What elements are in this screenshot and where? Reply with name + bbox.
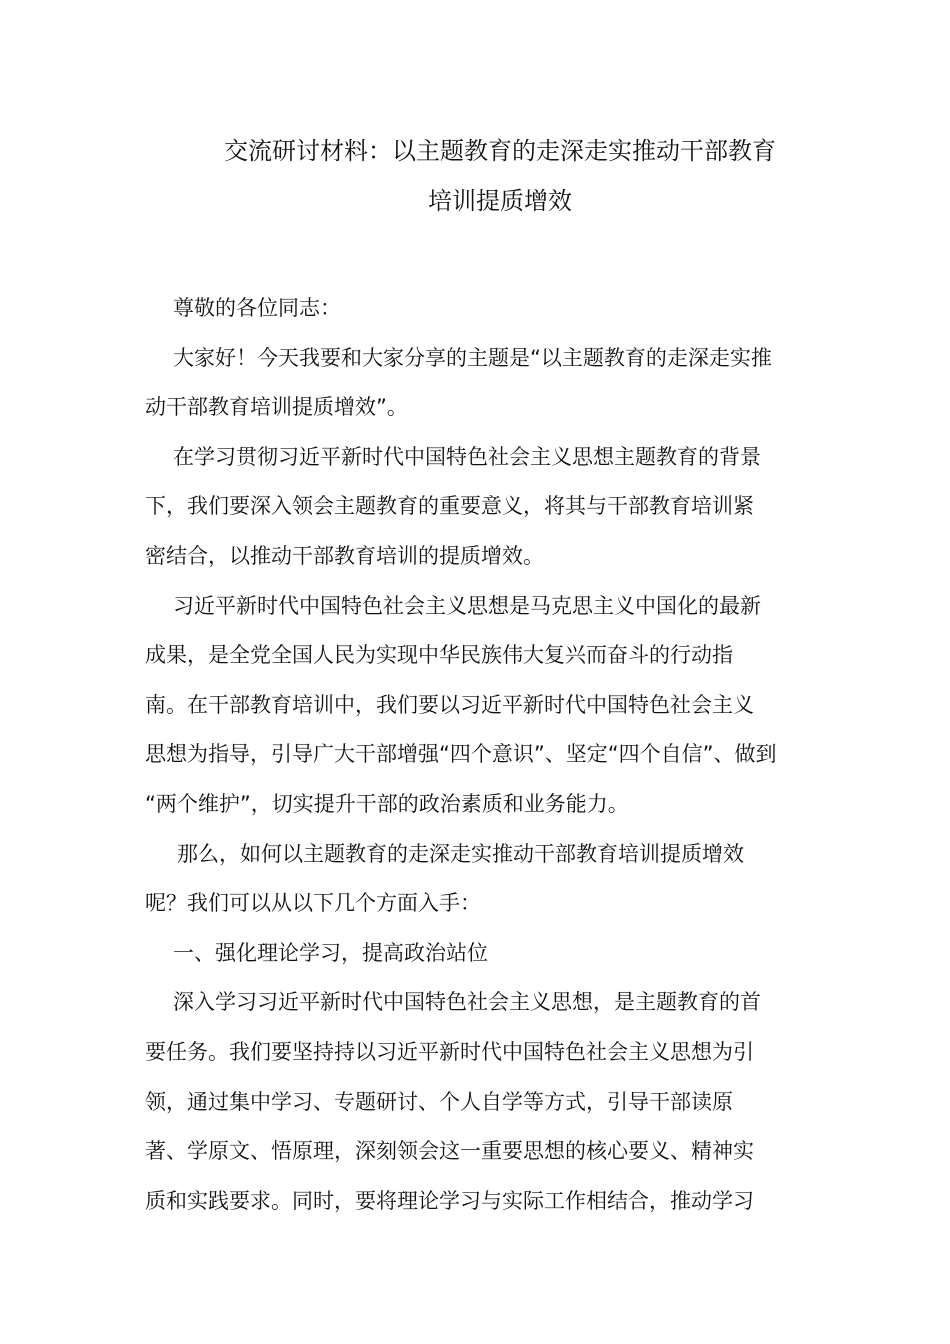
paragraph-line: 南。在干部教育培训中，我们要以习近平新时代中国特色社会主义 (145, 692, 754, 717)
paragraph-line: 习近平新时代中国特色社会主义思想是马克思主义中国化的最新 (173, 593, 761, 618)
paragraph-line: 思想为指导，引导广大干部增强“四个意识”、坚定“四个自信”、做到 (145, 742, 777, 767)
paragraph-line: 质和实践要求。同时，要将理论学习与实际工作相结合，推动学习 (145, 1188, 754, 1213)
paragraph-line: 下，我们要深入领会主题教育的重要意义，将其与干部教育培训紧 (145, 494, 754, 519)
paragraph-line: 要任务。我们要坚持持以习近平新时代中国特色社会主义思想为引 (145, 1039, 754, 1064)
paragraph-line: 在学习贯彻习近平新时代中国特色社会主义思想主题教育的背景 (173, 444, 761, 469)
paragraph-line: 那么，如何以主题教育的走深走实推动干部教育培训提质增效 (177, 841, 744, 866)
salutation: 尊敬的各位同志： (173, 296, 341, 320)
paragraph-line: 深入学习习近平新时代中国特色社会主义思想，是主题教育的首 (173, 990, 761, 1015)
paragraph-line: “两个维护”，切实提升干部的政治素质和业务能力。 (145, 791, 629, 816)
paragraph-line: 大家好！今天我要和大家分享的主题是“以主题教育的走深走实推 (173, 345, 772, 370)
document-title-line-1: 交流研讨材料：以主题教育的走深走实推动干部教育 (224, 137, 776, 165)
paragraph-line: 著、学原文、悟原理，深刻领会这一重要思想的核心要义、精神实 (145, 1139, 754, 1164)
paragraph-line: 密结合，以推动干部教育培训的提质增效。 (145, 543, 544, 568)
paragraph-line: 动干部教育培训提质增效”。 (145, 395, 408, 420)
section-heading: 一、强化理论学习，提高政治站位 (173, 940, 488, 965)
document-body (145, 284, 805, 1226)
paragraph-line: 领，通过集中学习、专题研讨、个人自学等方式，引导干部读原 (145, 1089, 733, 1114)
paragraph-line: 成果，是全党全国人民为实现中华民族伟大复兴而奋斗的行动指 (145, 643, 733, 668)
paragraph-line: 呢？我们可以从以下几个方面入手： (145, 891, 481, 916)
document-title-line-2: 培训提质增效 (428, 187, 572, 215)
